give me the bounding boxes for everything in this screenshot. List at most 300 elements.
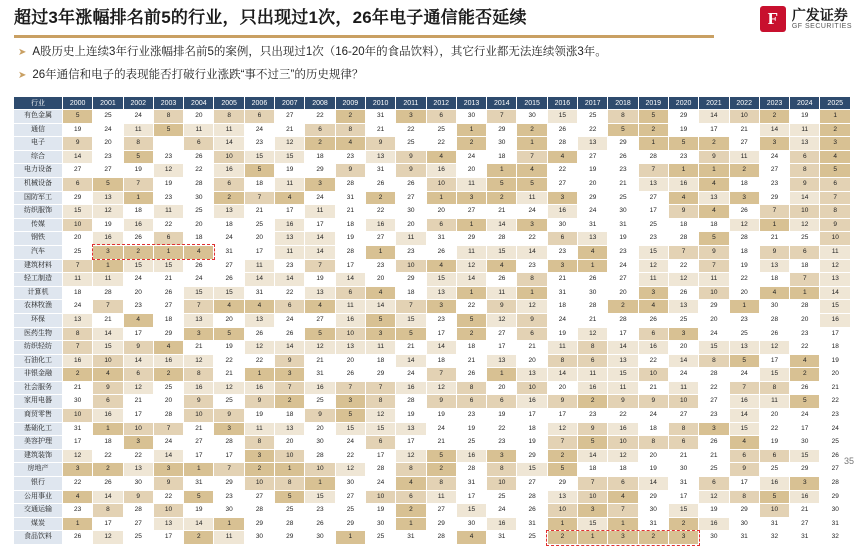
- heatmap-cell: 32: [820, 531, 851, 545]
- heatmap-cell: 14: [93, 327, 123, 341]
- heatmap-cell: 19: [517, 436, 547, 450]
- heatmap-cell: 19: [820, 354, 851, 368]
- heatmap-cell: 18: [608, 463, 638, 477]
- column-header-year: 2020: [668, 97, 698, 110]
- heatmap-cell: 5: [517, 177, 547, 191]
- heatmap-cell: 30: [578, 286, 608, 300]
- heatmap-cell: 11: [426, 490, 456, 504]
- heatmap-cell: 17: [63, 436, 93, 450]
- heatmap-cell: 14: [790, 191, 820, 205]
- heatmap-cell: 16: [578, 381, 608, 395]
- heatmap-cell: 21: [214, 368, 244, 382]
- heatmap-cell: 15: [214, 286, 244, 300]
- heatmap-cell: 22: [668, 259, 698, 273]
- heatmap-cell: 10: [790, 205, 820, 219]
- table-row: [14, 354, 851, 368]
- heatmap-cell: 25: [275, 504, 305, 518]
- heatmap-cell: 5: [214, 327, 244, 341]
- heatmap-cell: 13: [487, 354, 517, 368]
- heatmap-cell: 25: [638, 218, 668, 232]
- heatmap-cell: 1: [790, 286, 820, 300]
- heatmap-cell: 12: [759, 341, 789, 355]
- heatmap-cell: 12: [335, 463, 365, 477]
- heatmap-cell: 18: [214, 218, 244, 232]
- heatmap-cell: 5: [123, 150, 153, 164]
- heatmap-cell: 19: [305, 273, 335, 287]
- heatmap-cell: 18: [820, 341, 851, 355]
- heatmap-cell: 22: [184, 164, 214, 178]
- bullet-text: 26年通信和电子的表现能否打破行业涨跌“事不过三”的历史规律？: [32, 69, 364, 81]
- heatmap-cell: 11: [608, 381, 638, 395]
- column-header-year: 2016: [547, 97, 577, 110]
- heatmap-cell: 17: [426, 327, 456, 341]
- heatmap-cell: 6: [608, 477, 638, 491]
- row-header-industry: 基础化工: [14, 422, 63, 436]
- heatmap-cell: 18: [396, 286, 426, 300]
- heatmap-cell: 27: [365, 232, 395, 246]
- heatmap-cell: 13: [244, 313, 274, 327]
- row-header-industry: 轻工制造: [14, 273, 63, 287]
- heatmap-cell: 17: [396, 436, 426, 450]
- heatmap-cell: 28: [759, 313, 789, 327]
- heatmap-cell: 4: [426, 259, 456, 273]
- heatmap-cell: 29: [517, 449, 547, 463]
- logo-text-en: GF SECURITIES: [791, 22, 852, 30]
- heatmap-cell: 20: [456, 164, 486, 178]
- heatmap-cell: 8: [759, 381, 789, 395]
- row-header-industry: 医药生物: [14, 327, 63, 341]
- heatmap-cell: 10: [638, 368, 668, 382]
- heatmap-cell: 7: [729, 381, 759, 395]
- heatmap-cell: 17: [729, 477, 759, 491]
- heatmap-cell: 17: [335, 259, 365, 273]
- heatmap-cell: 4: [759, 286, 789, 300]
- row-header-industry: 电子: [14, 137, 63, 151]
- heatmap-cell: 2: [820, 123, 851, 137]
- heatmap-cell: 23: [63, 504, 93, 518]
- heatmap-cell: 23: [487, 436, 517, 450]
- heatmap-cell: 24: [214, 232, 244, 246]
- heatmap-cell: 21: [426, 436, 456, 450]
- heatmap-cell: 20: [790, 313, 820, 327]
- heatmap-cell: 30: [699, 531, 729, 545]
- heatmap-cell: 5: [456, 313, 486, 327]
- heatmap-cell: 31: [214, 245, 244, 259]
- heatmap-cell: 16: [93, 232, 123, 246]
- heatmap-cell: 31: [244, 286, 274, 300]
- heatmap-cell: 8: [123, 137, 153, 151]
- heatmap-cell: 21: [759, 232, 789, 246]
- heatmap-cell: 8: [426, 477, 456, 491]
- heatmap-cell: 30: [335, 477, 365, 491]
- heatmap-cell: 23: [244, 137, 274, 151]
- heatmap-cell: 22: [699, 381, 729, 395]
- heatmap-cell: 2: [578, 395, 608, 409]
- heatmap-cell: 21: [244, 205, 274, 219]
- row-header-industry: 美容护理: [14, 436, 63, 450]
- heatmap-cell: 12: [487, 313, 517, 327]
- heatmap-cell: 15: [396, 313, 426, 327]
- heatmap-cell: 11: [123, 123, 153, 137]
- heatmap-cell: 4: [365, 286, 395, 300]
- heatmap-cell: 6: [214, 177, 244, 191]
- heatmap-cell: 3: [456, 191, 486, 205]
- heatmap-cell: 31: [759, 517, 789, 531]
- table-row: [14, 191, 851, 205]
- heatmap-cell: 7: [365, 381, 395, 395]
- heatmap-cell: 15: [244, 150, 274, 164]
- heatmap-cell: 10: [214, 150, 244, 164]
- row-header-industry: 社会服务: [14, 381, 63, 395]
- heatmap-cell: 2: [123, 245, 153, 259]
- heatmap-cell: 9: [426, 395, 456, 409]
- heatmap-cell: 18: [638, 422, 668, 436]
- page-number: 35: [843, 456, 854, 466]
- heatmap-cell: 15: [184, 286, 214, 300]
- heatmap-cell: 30: [517, 110, 547, 124]
- heatmap-cell: 4: [608, 490, 638, 504]
- heatmap-cell: 1: [365, 245, 395, 259]
- heatmap-cell: 21: [93, 313, 123, 327]
- heatmap-cell: 31: [63, 422, 93, 436]
- heatmap-cell: 2: [456, 137, 486, 151]
- heatmap-cell: 7: [275, 381, 305, 395]
- heatmap-cell: 18: [275, 409, 305, 423]
- heatmap-cell: 4: [699, 177, 729, 191]
- heatmap-cell: 20: [396, 218, 426, 232]
- row-header-industry: 环保: [14, 313, 63, 327]
- heatmap-cell: 9: [547, 395, 577, 409]
- heatmap-cell: 5: [547, 463, 577, 477]
- table-row: [14, 381, 851, 395]
- heatmap-cell: 15: [487, 245, 517, 259]
- heatmap-cell: 28: [123, 504, 153, 518]
- heatmap-cell: 1: [335, 531, 365, 545]
- heatmap-cell: 23: [729, 313, 759, 327]
- heatmap-cell: 7: [699, 259, 729, 273]
- heatmap-cell: 9: [820, 218, 851, 232]
- heatmap-cell: 1: [456, 123, 486, 137]
- heatmap-cell: 13: [214, 205, 244, 219]
- heatmap-cell: 8: [608, 110, 638, 124]
- heatmap-cell: 11: [275, 177, 305, 191]
- heatmap-cell: 28: [244, 504, 274, 518]
- heatmap-cell: 31: [305, 368, 335, 382]
- heatmap-cell: 1: [517, 137, 547, 151]
- heatmap-cell: 5: [365, 313, 395, 327]
- heatmap-cell: 2: [153, 368, 183, 382]
- heatmap-cell: 22: [578, 123, 608, 137]
- column-header-year: 2009: [335, 97, 365, 110]
- heatmap-cell: 24: [729, 368, 759, 382]
- heatmap-cell: 11: [456, 177, 486, 191]
- heatmap-cell: 9: [759, 245, 789, 259]
- heatmap-cell: 25: [487, 490, 517, 504]
- heatmap-cell: 26: [214, 273, 244, 287]
- heatmap-cell: 17: [93, 517, 123, 531]
- heatmap-cell: 20: [214, 313, 244, 327]
- heatmap-cell: 17: [153, 531, 183, 545]
- table-row: [14, 327, 851, 341]
- column-header-year: 2021: [699, 97, 729, 110]
- heatmap-cell: 15: [820, 300, 851, 314]
- heatmap-cell: 16: [820, 313, 851, 327]
- heatmap-cell: 23: [93, 150, 123, 164]
- heatmap-cell: 10: [63, 218, 93, 232]
- heatmap-cell: 22: [456, 300, 486, 314]
- heatmap-cell: 28: [153, 409, 183, 423]
- heatmap-cell: 2: [517, 123, 547, 137]
- heatmap-cell: 3: [820, 137, 851, 151]
- heatmap-cell: 6: [456, 395, 486, 409]
- heatmap-cell: 22: [305, 110, 335, 124]
- table-row: [14, 300, 851, 314]
- heatmap-cell: 20: [365, 273, 395, 287]
- heatmap-cell: 11: [244, 422, 274, 436]
- heatmap-cell: 19: [63, 123, 93, 137]
- heatmap-cell: 24: [820, 422, 851, 436]
- heatmap-cell: 2: [638, 531, 668, 545]
- heatmap-cell: 22: [790, 341, 820, 355]
- heatmap-cell: 6: [487, 395, 517, 409]
- heatmap-cell: 31: [365, 164, 395, 178]
- heatmap-cell: 8: [729, 490, 759, 504]
- heatmap-cell: 26: [638, 313, 668, 327]
- column-header-year: 2025: [820, 97, 851, 110]
- heatmap-cell: 26: [517, 504, 547, 518]
- heatmap-cell: 11: [335, 300, 365, 314]
- heatmap-cell: 10: [63, 409, 93, 423]
- heatmap-cell: 3: [396, 110, 426, 124]
- heatmap-cell: 2: [729, 164, 759, 178]
- heatmap-cell: 10: [729, 110, 759, 124]
- heatmap-cell: 25: [396, 137, 426, 151]
- heatmap-cell: 27: [426, 504, 456, 518]
- heatmap-cell: 4: [153, 341, 183, 355]
- heatmap-cell: 23: [608, 164, 638, 178]
- table-row: [14, 436, 851, 450]
- column-header-year: 2007: [275, 97, 305, 110]
- heatmap-cell: 25: [699, 463, 729, 477]
- heatmap-cell: 8: [396, 463, 426, 477]
- heatmap-cell: 8: [668, 422, 698, 436]
- heatmap-cell: 18: [305, 150, 335, 164]
- heatmap-cell: 25: [729, 327, 759, 341]
- row-header-industry: 交通运输: [14, 504, 63, 518]
- heatmap-cell: 2: [456, 327, 486, 341]
- row-header-industry: 非银金融: [14, 368, 63, 382]
- heatmap-cell: 12: [820, 259, 851, 273]
- table-row: [14, 395, 851, 409]
- heatmap-cell: 24: [275, 313, 305, 327]
- heatmap-cell: 27: [153, 300, 183, 314]
- heatmap-cell: 4: [699, 205, 729, 219]
- heatmap-cell: 28: [820, 477, 851, 491]
- heatmap-cell: 27: [578, 150, 608, 164]
- heatmap-cell: 27: [184, 436, 214, 450]
- heatmap-cell: 28: [214, 436, 244, 450]
- row-header-industry: 家用电器: [14, 395, 63, 409]
- heatmap-cell: 4: [517, 164, 547, 178]
- heatmap-cell: 14: [820, 286, 851, 300]
- heatmap-cell: 25: [426, 123, 456, 137]
- heatmap-cell: 12: [153, 164, 183, 178]
- heatmap-cell: 27: [517, 477, 547, 491]
- heatmap-cell: 16: [638, 341, 668, 355]
- heatmap-cell: 4: [123, 313, 153, 327]
- heatmap-cell: 32: [759, 531, 789, 545]
- heatmap-cell: 29: [790, 463, 820, 477]
- heatmap-cell: 9: [487, 300, 517, 314]
- heatmap-cell: 7: [63, 259, 93, 273]
- heatmap-cell: 20: [93, 137, 123, 151]
- heatmap-cell: 6: [668, 436, 698, 450]
- heatmap-cell: 11: [305, 205, 335, 219]
- heatmap-cell: 1: [578, 259, 608, 273]
- heatmap-cell: 19: [759, 436, 789, 450]
- heatmap-cell: 1: [547, 517, 577, 531]
- heatmap-cell: 10: [608, 436, 638, 450]
- heatmap-cell: 17: [790, 422, 820, 436]
- heatmap-cell: 31: [790, 531, 820, 545]
- heatmap-cell: 13: [547, 490, 577, 504]
- heatmap-cell: 4: [638, 300, 668, 314]
- bullet-item: [18, 67, 850, 84]
- heatmap-cell: 18: [547, 300, 577, 314]
- heatmap-cell: 16: [123, 218, 153, 232]
- heatmap-cell: 19: [426, 409, 456, 423]
- heatmap-cell: 13: [517, 368, 547, 382]
- heatmap-cell: 8: [790, 164, 820, 178]
- heatmap-cell: 16: [396, 381, 426, 395]
- heatmap-cell: 5: [608, 123, 638, 137]
- heatmap-cell: 11: [396, 232, 426, 246]
- heatmap-cell: 20: [668, 341, 698, 355]
- heatmap-cell: 18: [487, 150, 517, 164]
- heatmap-cell: 27: [396, 191, 426, 205]
- heatmap-cell: 21: [699, 449, 729, 463]
- heatmap-cell: 13: [790, 137, 820, 151]
- row-header-industry: 汽车: [14, 245, 63, 259]
- heatmap-cell: 19: [153, 177, 183, 191]
- heatmap-cell: 25: [790, 232, 820, 246]
- heatmap-cell: 1: [759, 218, 789, 232]
- heatmap-cell: 17: [123, 409, 153, 423]
- heatmap-cell: 17: [759, 354, 789, 368]
- heatmap-cell: 14: [638, 477, 668, 491]
- heatmap-cell: 31: [426, 232, 456, 246]
- heatmap-cell: 15: [123, 259, 153, 273]
- heatmap-cell: 14: [335, 273, 365, 287]
- row-header-industry: 商贸零售: [14, 409, 63, 423]
- heatmap-cell: 23: [578, 409, 608, 423]
- heatmap-cell: 12: [214, 381, 244, 395]
- table-row: [14, 137, 851, 151]
- heatmap-cell: 23: [759, 177, 789, 191]
- heatmap-cell: 9: [365, 137, 395, 151]
- heatmap-cell: 25: [578, 110, 608, 124]
- heatmap-cell: 30: [638, 504, 668, 518]
- heatmap-cell: 8: [517, 273, 547, 287]
- heatmap-cell: 29: [668, 110, 698, 124]
- heatmap-cell: 23: [153, 150, 183, 164]
- heatmap-cell: 14: [699, 110, 729, 124]
- heatmap-cell: 1: [487, 164, 517, 178]
- heatmap-cell: 3: [487, 449, 517, 463]
- heatmap-cell: 6: [305, 123, 335, 137]
- heatmap-cell: 1: [93, 259, 123, 273]
- heatmap-cell: 22: [335, 449, 365, 463]
- heatmap-cell: 26: [426, 245, 456, 259]
- column-header-year: 2024: [790, 97, 820, 110]
- heatmap-cell: 29: [456, 232, 486, 246]
- heatmap-cell: 16: [426, 164, 456, 178]
- heatmap-cell: 1: [214, 517, 244, 531]
- heatmap-cell: 8: [365, 395, 395, 409]
- heatmap-cell: 7: [668, 245, 698, 259]
- heatmap-cell: 31: [456, 477, 486, 491]
- heatmap-cell: 23: [820, 409, 851, 423]
- heatmap-cell: 17: [517, 409, 547, 423]
- row-header-industry: 煤炭: [14, 517, 63, 531]
- heatmap-cell: 16: [699, 517, 729, 531]
- heatmap-cell: 13: [93, 191, 123, 205]
- heatmap-cell: 9: [699, 150, 729, 164]
- heatmap-cell: 16: [335, 313, 365, 327]
- heatmap-cell: 11: [244, 259, 274, 273]
- heatmap-cell: 13: [365, 150, 395, 164]
- heatmap-cell: 12: [729, 218, 759, 232]
- heatmap-cell: 16: [93, 409, 123, 423]
- bullet-text: A股历史上连续3年行业涨幅排名前5的案例，只出现过1次（16-20年的食品饮料），其它行业都无法连续领涨3年。: [32, 46, 607, 58]
- heatmap-cell: 11: [153, 205, 183, 219]
- bullet-item: [18, 44, 850, 61]
- heatmap-cell: 6: [396, 490, 426, 504]
- column-header-year: 2001: [93, 97, 123, 110]
- heatmap-cell: 3: [244, 449, 274, 463]
- heatmap-cell: 20: [608, 286, 638, 300]
- heatmap-cell: 15: [93, 341, 123, 355]
- heatmap-cell: 10: [275, 449, 305, 463]
- heatmap-cell: 8: [487, 463, 517, 477]
- heatmap-cell: 17: [365, 449, 395, 463]
- heatmap-cell: 6: [426, 110, 456, 124]
- heatmap-cell: 22: [153, 218, 183, 232]
- column-header-year: 2004: [184, 97, 214, 110]
- heatmap-cell: 22: [396, 123, 426, 137]
- heatmap-cell: 29: [153, 327, 183, 341]
- heatmap-cell: 13: [63, 313, 93, 327]
- heatmap-cell: 11: [517, 191, 547, 205]
- heatmap-cell: 16: [244, 381, 274, 395]
- row-header-industry: 钢铁: [14, 232, 63, 246]
- heatmap-cell: 3: [759, 137, 789, 151]
- heatmap-cell: 15: [578, 517, 608, 531]
- table-row: [14, 341, 851, 355]
- table-row: [14, 531, 851, 545]
- heatmap-cell: 11: [729, 150, 759, 164]
- heatmap-cell: 1: [275, 463, 305, 477]
- heatmap-cell: 14: [123, 354, 153, 368]
- table-row: [14, 205, 851, 219]
- heatmap-cell: 25: [93, 110, 123, 124]
- heatmap-cell: 9: [93, 381, 123, 395]
- heatmap-cell: 17: [244, 245, 274, 259]
- bullet-marker-icon: ➤: [18, 47, 27, 58]
- heatmap-cell: 14: [426, 341, 456, 355]
- heatmap-cell: 16: [487, 517, 517, 531]
- heatmap-cell: 29: [396, 273, 426, 287]
